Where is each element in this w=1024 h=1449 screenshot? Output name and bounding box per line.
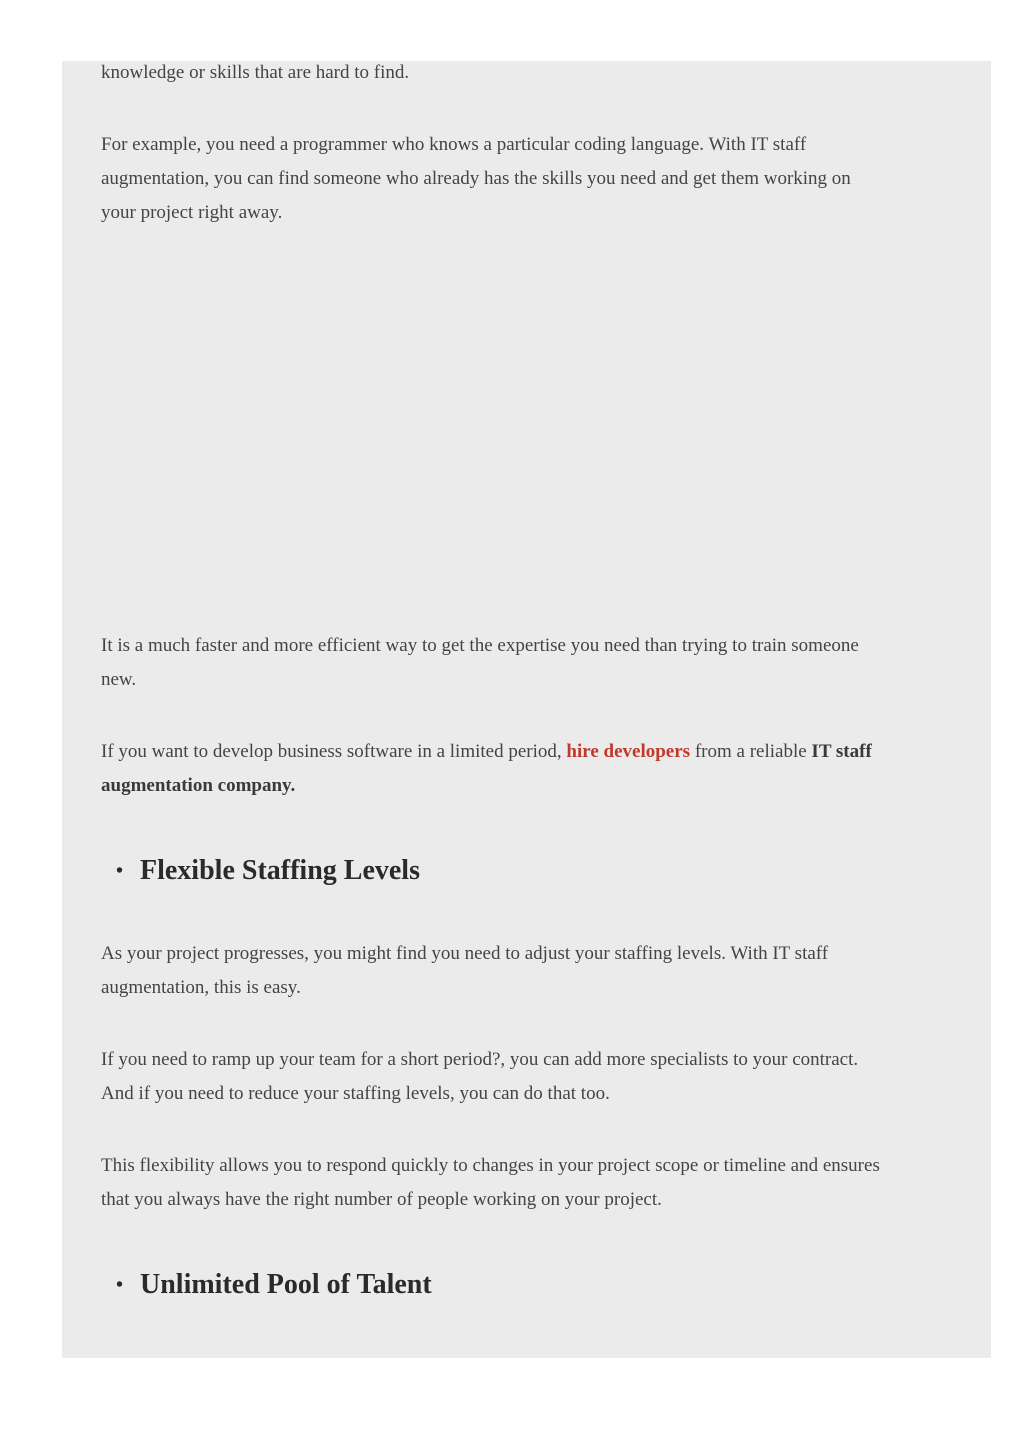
paragraph-progress: As your project progresses, you might find you need to adjust your staffing levels. With IT staff augmentation, this is easy. <box>101 943 829 998</box>
heading-flexible-staffing-text: Flexible Staffing Levels <box>140 855 420 886</box>
heading-unlimited-talent <box>101 1267 881 1303</box>
paragraph-hire-text-mid: from a reliable <box>690 741 812 762</box>
bullet-marker: • <box>116 860 124 882</box>
paragraph-ramp-up: If you need to ramp up your team for a short period?, you can add more specialists to your contract. And if you need to reduce your staffing levels, you can do that too. <box>101 1049 859 1104</box>
heading-unlimited-talent-text: Unlimited Pool of Talent <box>140 1269 432 1300</box>
company-bold-text: IT staff augmentation company. <box>101 741 872 796</box>
hire-developers-link[interactable]: hire developers <box>566 741 691 762</box>
paragraph-example: For example, you need a programmer who knows a particular coding language. With IT staff augmentation, you can find someone who already has the skills you need and get them working on your project right away. <box>101 134 851 223</box>
paragraph-hire <box>101 735 881 803</box>
paragraph-flexibility: This flexibility allows you to respond quickly to changes in your project scope or timeline and ensures that you always have the right number of people working on your project. <box>101 1155 880 1210</box>
heading-flexible-staffing <box>101 853 881 889</box>
article-image-area <box>101 240 881 620</box>
paragraph-hire-text-start: If you want to develop business software in a limited period, <box>101 741 567 762</box>
paragraph-intro-tail: knowledge or skills that are hard to find. <box>101 62 410 83</box>
bullet-marker: • <box>116 1274 124 1296</box>
paragraph-faster: It is a much faster and more efficient way to get the expertise you need than trying to train someone new. <box>101 635 859 690</box>
